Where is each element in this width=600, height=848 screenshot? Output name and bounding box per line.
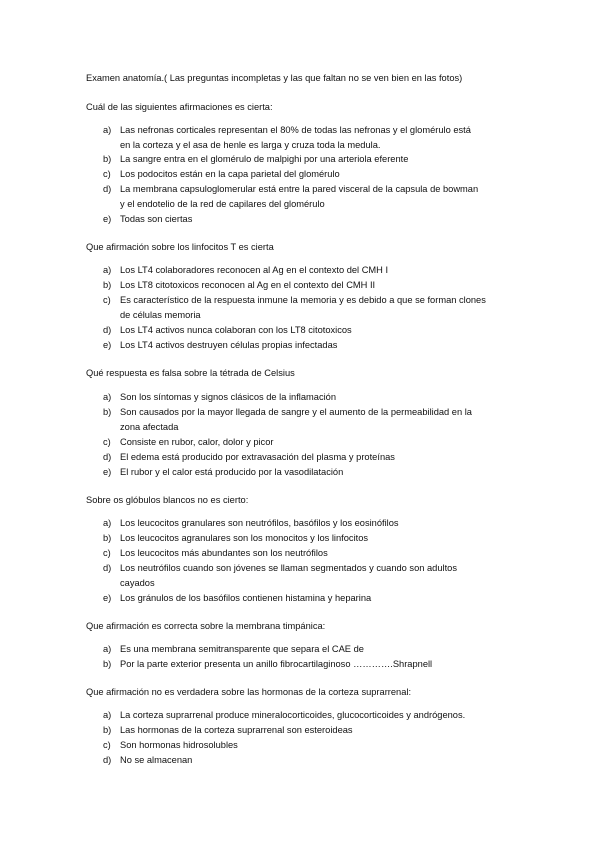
option-text	[120, 756, 540, 771]
option-line: Los leucocitos granulares son neutrófilos, basófilos y los eosinófilos	[120, 518, 399, 528]
option-line: Consiste en rubor, calor, dolor y picor	[120, 437, 274, 447]
option-letter: d)	[103, 452, 112, 462]
question-text: Sobre os glóbulos blancos no es cierto:	[86, 495, 249, 505]
option-text	[120, 564, 540, 593]
option-line: La membrana capsuloglomerular está entre la pared visceral de la capsula de bowman	[120, 184, 479, 194]
option-line: Las nefronas corticales representan el 80% de todas las nefronas y el glomérulo está	[120, 125, 471, 135]
option-line: Los gránulos de los basófilos contienen histamina y heparina	[120, 593, 372, 603]
option-line: Los LT4 colaboradores reconocen al Ag en el contexto del CMH I	[120, 265, 389, 275]
document-title: Examen anatomía.( Las preguntas incompletas y las que faltan no se ven bien en las fotos)	[86, 73, 463, 83]
option-line: Es una membrana semitransparente que separa el CAE de	[120, 644, 364, 654]
option-line: Los LT4 activos destruyen células propias infectadas	[120, 340, 338, 350]
option-letter: c)	[103, 437, 111, 447]
option-text	[120, 741, 540, 756]
option-text	[120, 408, 540, 437]
option-text	[120, 281, 540, 296]
option-text	[120, 438, 540, 453]
option-line: Todas son ciertas	[120, 214, 193, 224]
option-line: Los LT4 activos nunca colaboran con los LT8 citotoxicos	[120, 325, 352, 335]
option-letter: c)	[103, 740, 111, 750]
option-line: Los neutrófilos cuando son jóvenes se llaman segmentados y cuando son adultos	[120, 563, 457, 573]
option-line: Los podocitos están en la capa parietal del glomérulo	[120, 169, 340, 179]
option-letter: b)	[103, 659, 112, 669]
option-line: Son los síntomas y signos clásicos de la inflamación	[120, 392, 336, 402]
option-letter: d)	[103, 184, 112, 194]
option-text	[120, 126, 540, 155]
option-letter: a)	[103, 265, 112, 275]
option-text	[120, 393, 540, 408]
option-text	[120, 549, 540, 564]
question-text: Que afirmación es correcta sobre la membrana timpánica:	[86, 621, 326, 631]
option-line: Los LT8 citotoxicos reconocen al Ag en el contexto del CMH II	[120, 280, 376, 290]
option-line: Son causados por la mayor llegada de sangre y el aumento de la permeabilidad en la	[120, 407, 472, 417]
option-text	[120, 468, 540, 483]
option-letter: b)	[103, 154, 112, 164]
option-letter: d)	[103, 563, 112, 573]
option-text	[120, 726, 540, 741]
option-text	[120, 660, 540, 675]
option-text	[120, 296, 540, 325]
option-text	[120, 645, 540, 660]
option-text	[120, 534, 540, 549]
option-text	[120, 266, 540, 281]
option-text	[120, 170, 540, 185]
option-letter: e)	[103, 340, 112, 350]
option-line: de células memoria	[120, 309, 201, 320]
option-line: No se almacenan	[120, 755, 193, 765]
option-text	[120, 341, 540, 356]
option-line: Los leucocitos más abundantes son los neutrófilos	[120, 548, 328, 558]
option-text	[120, 711, 540, 726]
option-letter: d)	[103, 325, 112, 335]
option-letter: e)	[103, 467, 112, 477]
option-letter: a)	[103, 644, 112, 654]
option-line: Son hormonas hidrosolubles	[120, 740, 238, 750]
question-text: Qué respuesta es falsa sobre la tétrada de Celsius	[86, 368, 295, 378]
option-line: Los leucocitos agranulares son los monocitos y los linfocitos	[120, 533, 369, 543]
option-line: en la corteza y el asa de henle es larga y cruza toda la medula.	[120, 139, 381, 150]
option-letter: e)	[103, 214, 112, 224]
option-text	[120, 185, 540, 214]
question-text: Que afirmación no es verdadera sobre las hormonas de la corteza suprarrenal:	[86, 687, 412, 697]
option-line: Por la parte exterior presenta un anillo fibrocartilaginoso ………….Shrapnell	[120, 659, 433, 669]
option-text	[120, 326, 540, 341]
option-line: El rubor y el calor está producido por la vasodilatación	[120, 467, 344, 477]
option-line: La corteza suprarrenal produce mineralocorticoides, glucocorticoides y andrógenos.	[120, 710, 466, 720]
option-letter: b)	[103, 280, 112, 290]
option-line: Las hormonas de la corteza suprarrenal son esteroideas	[120, 725, 353, 735]
option-letter: a)	[103, 518, 112, 528]
option-line: Es característico de la respuesta inmune la memoria y es debido a que se forman clones	[120, 295, 486, 305]
option-text	[120, 215, 540, 230]
option-letter: c)	[103, 548, 111, 558]
option-letter: b)	[103, 407, 112, 417]
option-letter: a)	[103, 710, 112, 720]
option-text	[120, 594, 540, 609]
option-text	[120, 453, 540, 468]
option-letter: a)	[103, 125, 112, 135]
option-line: La sangre entra en el glomérulo de malpighi por una arteriola eferente	[120, 154, 409, 164]
option-letter: e)	[103, 593, 112, 603]
question-text: Cuál de las siguientes afirmaciones es cierta:	[86, 102, 273, 112]
option-letter: d)	[103, 755, 112, 765]
option-letter: a)	[103, 392, 112, 402]
option-line: y el endotelio de la red de capilares del glomérulo	[120, 198, 325, 209]
question-text: Que afirmación sobre los linfocitos T es cierta	[86, 242, 274, 252]
option-text	[120, 155, 540, 170]
option-letter: b)	[103, 533, 112, 543]
option-line: El edema está producido por extravasación del plasma y proteínas	[120, 452, 395, 462]
option-letter: c)	[103, 169, 111, 179]
option-text	[120, 519, 540, 534]
option-line: zona afectada	[120, 421, 179, 432]
option-letter: c)	[103, 295, 111, 305]
option-line: cayados	[120, 577, 155, 588]
option-letter: b)	[103, 725, 112, 735]
